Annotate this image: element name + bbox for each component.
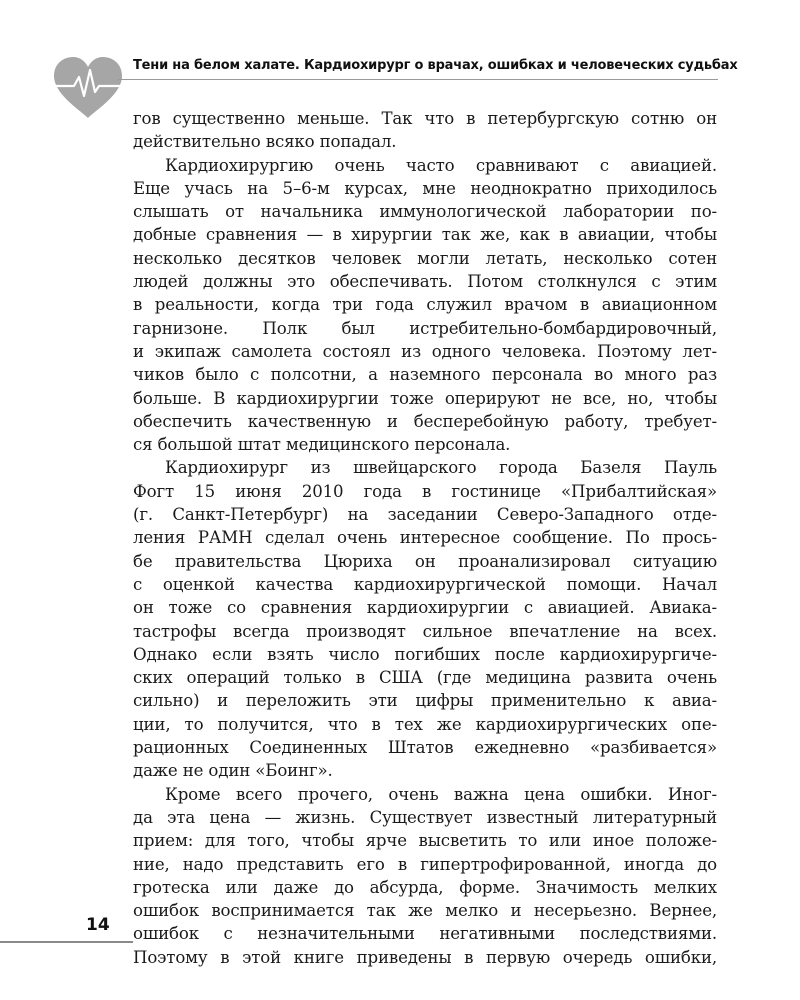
text-line: Еще учась на 5–6-м курсах, мне неоднократно приходилось bbox=[133, 178, 717, 198]
footer-divider bbox=[0, 941, 133, 943]
text-line: тастрофы всегда производят сильное впечатление на всех. bbox=[133, 621, 717, 641]
text-line: добные сравнения — в хирургии так же, как в авиации, чтобы bbox=[133, 225, 717, 245]
text-line: да эта цена — жизнь. Существует известный литературный bbox=[133, 807, 717, 827]
text-line: Кроме всего прочего, очень важна цена ошибки. Иног- bbox=[165, 784, 717, 804]
text-line: прием: для того, чтобы ярче высветить то или иное положе- bbox=[133, 831, 717, 851]
text-line: Поэтому в этой книге приведены в первую очередь ошибки, bbox=[133, 947, 717, 967]
text-line: рационных Соединенных Штатов ежедневно «разбивается» bbox=[133, 738, 717, 758]
running-title: Тени на белом халате. Кардиохирург о врачах, ошибках и человеческих судьбах bbox=[133, 58, 738, 73]
text-line: больше. В кардиохирургии тоже оперируют не все, но, чтобы bbox=[133, 388, 717, 408]
text-line: обеспечить качественную и бесперебойную работу, требует- bbox=[133, 411, 717, 431]
text-line: несколько десятков человек могли летать, несколько сотен bbox=[133, 248, 717, 268]
text-line: гротеска или даже до абсурда, форме. Значимость мелких bbox=[133, 877, 717, 897]
header-divider bbox=[118, 79, 718, 80]
page-number: 14 bbox=[86, 915, 110, 935]
text-line: он тоже со сравнения кардиохирургии с авиацией. Авиака- bbox=[133, 598, 717, 618]
text-line: Кардиохирургию очень часто сравнивают с авиацией. bbox=[165, 155, 717, 175]
running-header bbox=[0, 40, 800, 100]
text-line: сильно) и переложить эти цифры применительно к авиа- bbox=[133, 691, 717, 711]
text-line: даже не один «Боинг». bbox=[133, 761, 333, 781]
text-line: (г. Санкт-Петербург) на заседании Северо-Западного отде- bbox=[133, 505, 717, 525]
text-line: и экипаж самолета состоял из одного человека. Поэтому лет- bbox=[133, 341, 717, 361]
text-line: Фогт 15 июня 2010 года в гостинице «Прибалтийская» bbox=[133, 481, 717, 501]
text-line: ние, надо представить его в гипертрофированной, иногда до bbox=[133, 854, 717, 874]
text-line: слышать от начальника иммунологической лаборатории по- bbox=[133, 202, 717, 222]
heart-pulse-icon bbox=[52, 56, 124, 120]
text-line: гов существенно меньше. Так что в петербургскую сотню он bbox=[133, 109, 717, 128]
text-line: бе правительства Цюриха он проанализировал ситуацию bbox=[133, 551, 717, 571]
text-line: гарнизоне. Полк был истребительно-бомбардировочный, bbox=[133, 318, 717, 338]
text-line: Однако если взять число погибших после кардиохирургиче- bbox=[133, 644, 717, 664]
text-line: людей должны это обеспечивать. Потом столкнулся с этим bbox=[133, 272, 717, 292]
text-line: ошибок с незначительными негативными последствиями. bbox=[133, 924, 717, 944]
text-line: ции, то получится, что в тех же кардиохирургических опе- bbox=[133, 714, 717, 734]
text-line: в реальности, когда три года служил врачом в авиационном bbox=[133, 295, 717, 315]
text-line: чиков было с полсотни, а наземного персонала во много раз bbox=[133, 365, 717, 385]
text-line: Кардиохирург из швейцарского города Базеля Пауль bbox=[165, 458, 717, 478]
text-line: ления РАМН сделал очень интересное сообщение. По прось- bbox=[133, 528, 717, 548]
text-line: ся большой штат медицинского персонала. bbox=[133, 435, 511, 455]
text-line: с оценкой качества кардиохирургической помощи. Начал bbox=[133, 574, 717, 594]
body-text bbox=[133, 107, 717, 969]
text-line: ошибок воспринимается так же мелко и несерьезно. Вернее, bbox=[133, 901, 717, 921]
text-line: ских операций только в США (где медицина развита очень bbox=[133, 668, 717, 688]
text-line: действительно всяко попадал. bbox=[133, 132, 397, 152]
